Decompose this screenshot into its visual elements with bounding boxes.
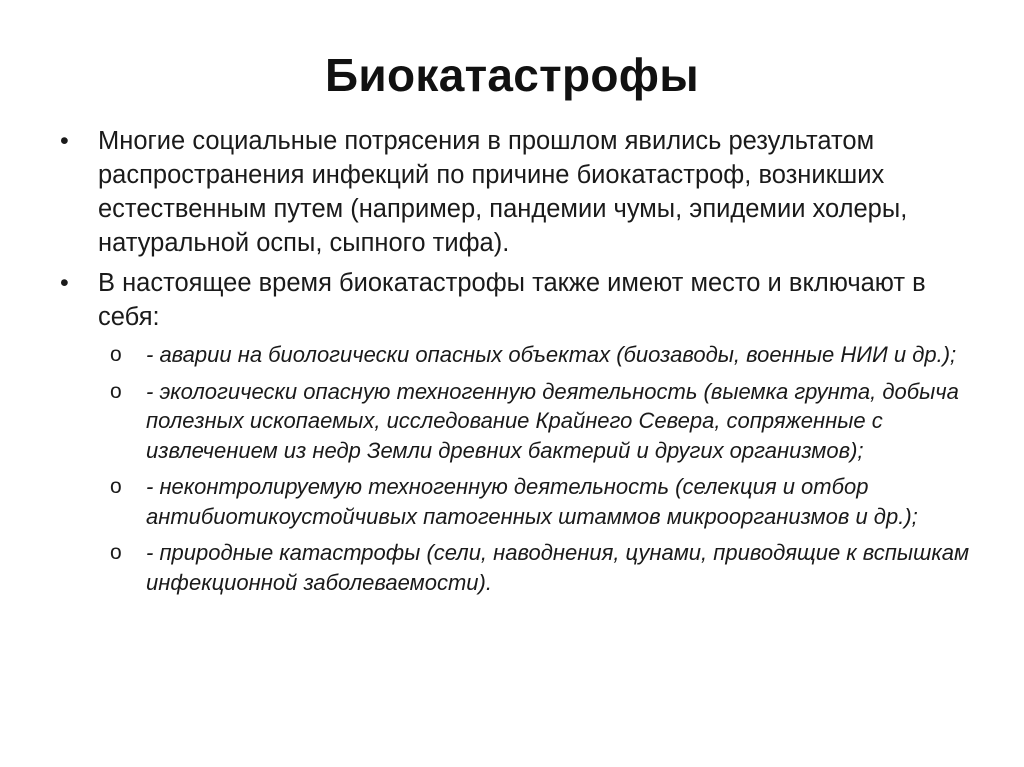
bullet-text: Многие социальные потрясения в прошлом явились результатом распространения инфекций по причине биокатастроф, возникших естественным путем (например, пандемии чумы, эпидемии холеры, натуральной оспы, сыпного тифа). (98, 127, 908, 257)
slide-content (60, 124, 985, 604)
sub-bullet-text: - неконтролируемую техногенную деятельность (селекция и отбор антибиотикоустойчивых патогенных штаммов микроорганизмов и др.); (146, 474, 918, 529)
bullet-marker: • (60, 127, 69, 155)
slide-title: Биокатастрофы (325, 49, 699, 101)
sub-bullet-item (60, 377, 985, 466)
sub-bullet-item (60, 538, 985, 597)
sub-bullet-item (60, 472, 985, 531)
sub-bullet-marker: o (110, 541, 122, 564)
sub-bullet-text: - аварии на биологически опасных объектах (биозаводы, военные НИИ и др.); (146, 342, 957, 367)
bullet-item (60, 124, 985, 260)
bullet-text: В настоящее время биокатастрофы также имеют место и включают в себя: (98, 269, 926, 331)
sub-bullet-item (60, 340, 985, 370)
sub-bullet-marker: o (110, 343, 122, 366)
sub-bullet-marker: o (110, 475, 122, 498)
sub-bullet-list (60, 340, 985, 597)
sub-bullet-text: - природные катастрофы (сели, наводнения, цунами, приводящие к вспышкам инфекционной заболеваемости). (146, 540, 970, 595)
sub-bullet-marker: o (110, 379, 122, 403)
sub-bullet-text: - экологически опасную техногенную деятельность (выемка грунта, добыча полезных ископаемых, исследование Крайнего Севера, сопряженные с извлечением из недр Земли древних бактерий и других организмов); (146, 378, 959, 463)
bullet-item (60, 266, 985, 334)
bullet-marker: • (60, 269, 69, 297)
